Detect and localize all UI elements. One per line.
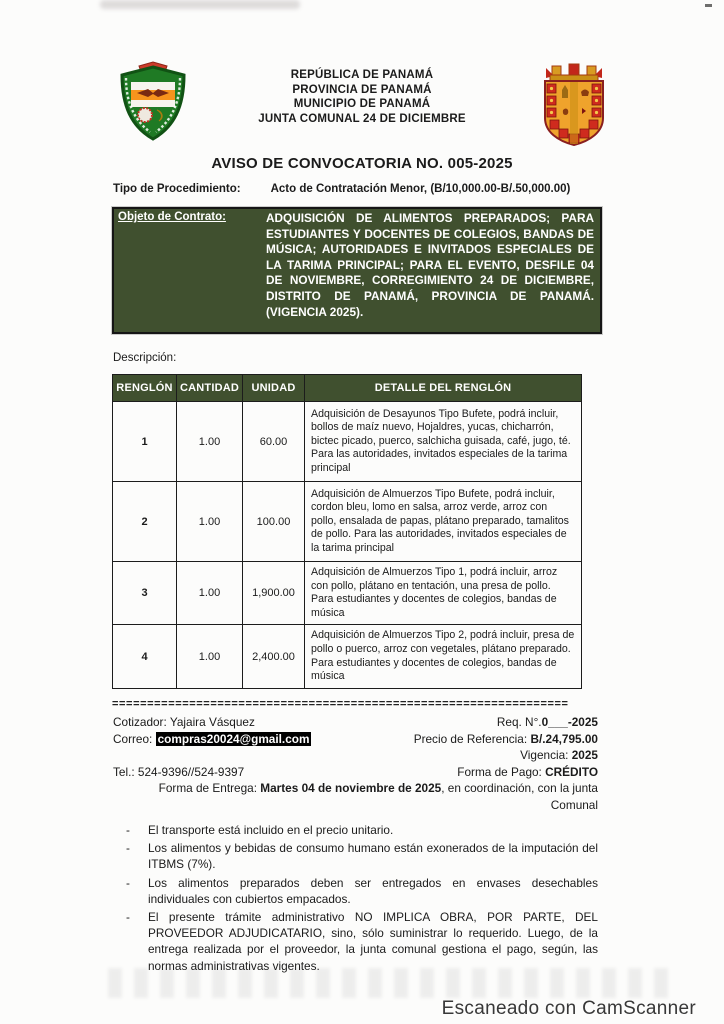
note-text: El presente trámite administrativo NO IMPLICA OBRA, POR PARTE, DEL PROVEEDOR ADJUDICATARIO, sino, sólo suministrar lo requerido. Luego, de la entrega realizada por el proveedor, la junta comunal gestiona el pago, según, las normas administrativas vigentes. — [148, 910, 598, 973]
cell-unidad: 100.00 — [243, 482, 305, 562]
precio-label: Precio de Referencia: — [413, 731, 531, 746]
contact-row-2 — [113, 731, 598, 748]
cell-unidad: 2,400.00 — [243, 625, 305, 688]
procedure-type-value: Acto de Contratación Menor, (B/10,000.00-B/.50,000.00) — [270, 183, 571, 195]
procedure-type-row — [113, 183, 608, 195]
cell-cantidad: 1.00 — [177, 482, 243, 562]
cell-cantidad: 1.00 — [177, 625, 243, 688]
header-line-municipio: MUNICIPIO DE PANAMÁ — [293, 98, 431, 110]
req-label: Req. N°. — [496, 715, 542, 729]
correo-label: Correo: — [113, 731, 156, 746]
equals-divider: ================================================================= — [112, 698, 569, 710]
header-line-junta: JUNTA COMUNAL 24 DE DICIEMBRE — [258, 112, 466, 125]
header-line-provincia: PROVINCIA DE PANAMÁ — [292, 83, 432, 96]
cell-cantidad: 1.00 — [177, 562, 243, 625]
scan-smudge-artifact — [100, 0, 300, 9]
cell-detalle: Adquisición de Almuerzos Tipo Bufete, podrá incluir, cordon bleu, lomo en salsa, arroz verde, arroz con pollo, ensalada de papas, plátano preparado, tamalitos de pollo. Para las autoridades, invitados especiales de la tarima principal — [305, 482, 582, 562]
col-header-cantidad: CANTIDAD — [177, 375, 243, 402]
dash-bullet: - — [126, 910, 130, 925]
entrega-rest-wrap: Comunal — [550, 797, 598, 812]
contract-object-block — [112, 207, 602, 334]
pago-label: Forma de Pago: — [457, 764, 546, 779]
items-table-header-row — [113, 375, 582, 402]
header-line-republica: REPÚBLICA DE PANAMÁ — [290, 69, 434, 81]
junta-comunal-shield-logo — [112, 60, 196, 149]
procedure-type-label: Tipo de Procedimiento: — [113, 183, 241, 195]
cell-renglon: 3 — [113, 562, 177, 625]
col-header-renglon: RENGLÓN — [113, 375, 177, 402]
vigencia — [520, 747, 598, 764]
junta-comunal-shield-icon — [112, 60, 194, 144]
vigencia-value: 2025 — [571, 748, 598, 762]
dash-bullet: - — [126, 875, 130, 890]
table-row — [113, 562, 582, 625]
notes-list — [126, 822, 598, 976]
coat-of-arms-icon — [528, 62, 620, 152]
document-title: AVISO DE CONVOCATORIA NO. 005-2025 — [211, 155, 513, 172]
cotizador-text: Cotizador: Yajaira Vásquez — [113, 715, 255, 729]
req-number — [497, 714, 598, 731]
pago-value: CRÉDITO — [545, 764, 598, 779]
cell-cantidad: 1.00 — [177, 402, 243, 482]
contact-reference-block — [113, 714, 598, 813]
cell-unidad: 60.00 — [243, 402, 305, 482]
note-text: El transporte está incluido en el precio unitario. — [148, 823, 394, 837]
cell-detalle: Adquisición de Desayunos Tipo Bufete, podrá incluir, bollos de maíz nuevo, Hojaldres, yucas, chicharrón, bictec picado, puerco, salchicha guisada, café, jugo, té. Para las autoridades, invitados especiales de la tarima principal — [305, 402, 582, 482]
dash-bullet: - — [126, 841, 130, 856]
col-header-detalle: DETALLE DEL RENGLÓN — [305, 375, 582, 402]
entrega-label: Forma de Entrega: — [158, 781, 261, 795]
description-label: Descripción: — [113, 352, 177, 364]
contract-object-label: Objeto de Contrato: — [118, 211, 226, 223]
header-org-lines — [196, 60, 528, 126]
cell-renglon: 2 — [113, 482, 177, 562]
scan-mark-artifact — [705, 4, 712, 7]
note-text: Los alimentos preparados deben ser entregados en envases desechables individuales con cubiertos empacados. — [148, 875, 598, 906]
note-text: Los alimentos y bebidas de consumo humano están exonerados de la imputación del ITBMS (7%). — [148, 841, 598, 872]
items-table — [112, 374, 582, 689]
cell-renglon: 1 — [113, 402, 177, 482]
table-row — [113, 482, 582, 562]
contact-row-1 — [113, 714, 598, 731]
municipio-coat-of-arms-logo — [528, 60, 624, 157]
entrega-rest: , en coordinación, con la junta — [441, 781, 598, 795]
col-header-unidad: UNIDAD — [243, 375, 305, 402]
table-row — [113, 402, 582, 482]
cell-unidad: 1,900.00 — [243, 562, 305, 625]
correo-email-highlighted: compras20024@gmail.com — [157, 731, 310, 746]
entrega-value: Martes 04 de noviembre de 2025 — [260, 781, 442, 795]
telefono-text: Tel.: 524-9396//524-9397 — [113, 764, 245, 779]
contract-object-text: ADQUISICIÓN DE ALIMENTOS PREPARADOS; PARA ESTUDIANTES Y DOCENTES DE COLEGIOS, BANDAS DE MÚSICA; AUTORIDADES E INVITADOS ESPECIALES DE LA TARIMA PRINCIPAL; PARA EL EVENTO, DESFILE 04 DE NOVIEMBRE, CORREGIMIENTO 24 DE DICIEMBRE, DISTRITO DE PANAMÁ, PROVINCIA DE PANAMÁ. (VIGENCIA 2025). — [266, 211, 594, 319]
cell-detalle: Adquisición de Almuerzos Tipo 1, podrá incluir, arroz con pollo, plátano en tentación, una presa de pollo. Para estudiantes y docentes de colegios, bandas de música — [305, 562, 582, 625]
contact-row-4 — [113, 764, 598, 781]
list-item — [126, 822, 598, 838]
cell-detalle: Adquisición de Almuerzos Tipo 2, podrá incluir, presa de pollo o puerco, arroz con vegetales, plátano preparado. Para estudiantes y docentes de colegios, bandas de música — [305, 625, 582, 688]
cell-renglon: 4 — [113, 625, 177, 688]
forma-pago — [457, 764, 598, 781]
vigencia-label: Vigencia: — [520, 748, 572, 762]
precio-value: B/.24,795.00 — [530, 731, 598, 746]
forma-entrega — [113, 780, 598, 813]
camscanner-watermark: Escaneado con CamScanner — [441, 998, 696, 1019]
contact-row-3 — [113, 747, 598, 764]
precio-referencia — [414, 731, 598, 748]
req-value: 0___-2025 — [541, 715, 598, 729]
dash-bullet: - — [126, 823, 130, 837]
document-header — [0, 60, 724, 157]
table-row — [113, 625, 582, 688]
list-item — [126, 909, 598, 974]
list-item — [126, 840, 598, 872]
list-item — [126, 875, 598, 907]
correo-line — [113, 731, 311, 748]
